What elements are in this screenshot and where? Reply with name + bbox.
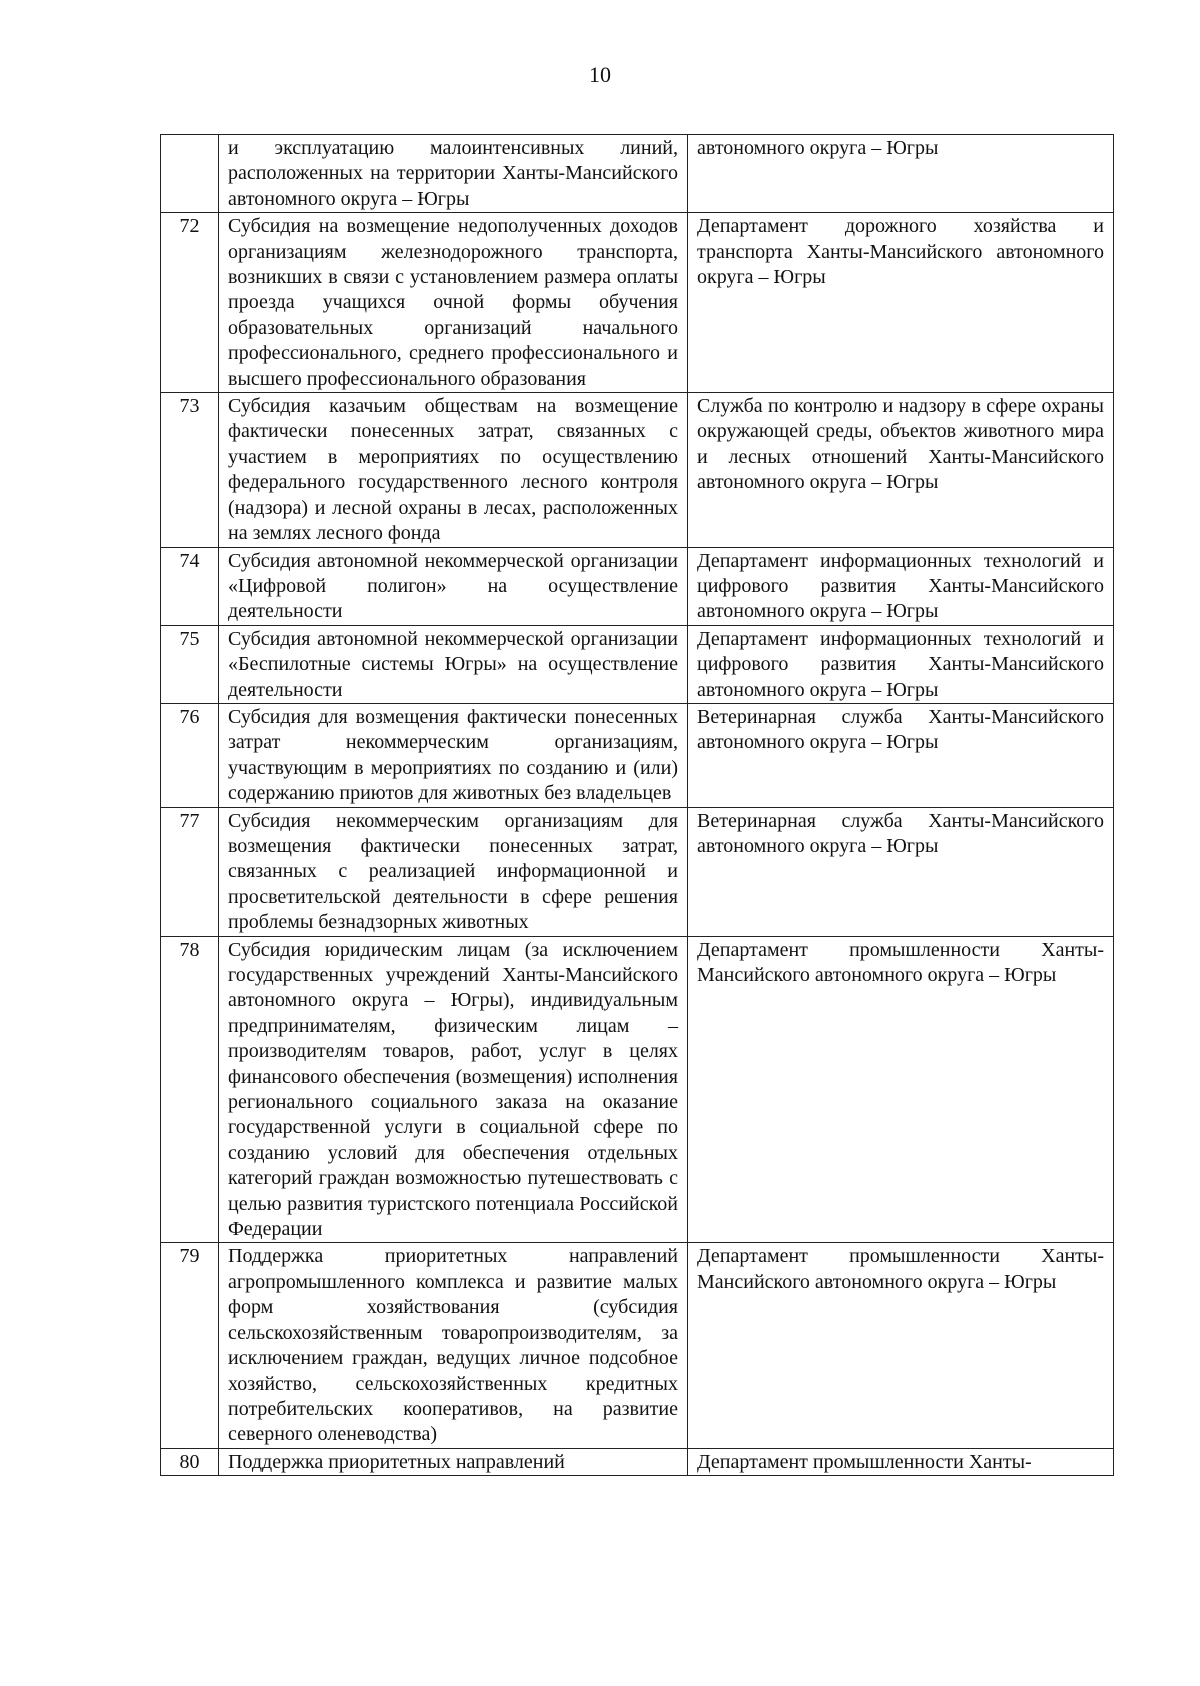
row-number — [161, 135, 219, 213]
subsidy-description: Субсидия некоммерческим организациям для возмещения фактически понесенных затрат, связанных с реализацией информационной и просветительской деятельности в сфере решения проблемы безнадзорных животных — [219, 807, 688, 936]
subsidy-description: Поддержка приоритетных направлений — [219, 1448, 688, 1475]
responsible-organization: Ветеринарная служба Ханты-Мансийского автономного округа – Югры — [688, 703, 1114, 807]
row-number: 75 — [161, 625, 219, 703]
row-number: 73 — [161, 393, 219, 547]
row-number: 76 — [161, 703, 219, 807]
row-number: 79 — [161, 1243, 219, 1448]
responsible-organization: Департамент информационных технологий и цифрового развития Ханты-Мансийского автономного округа – Югры — [688, 547, 1114, 625]
row-number: 80 — [161, 1448, 219, 1475]
row-number: 72 — [161, 213, 219, 393]
table-row — [161, 135, 1114, 213]
responsible-organization: Служба по контролю и надзору в сфере охраны окружающей среды, объектов животного мира и лесных отношений Ханты-Мансийского автономного округа – Югры — [688, 393, 1114, 547]
table-row — [161, 1243, 1114, 1448]
table-row — [161, 393, 1114, 547]
subsidy-description: Субсидия казачьим обществам на возмещение фактически понесенных затрат, связанных с участием в мероприятиях по осуществлению федерального государственного лесного контроля (надзора) и лесной охраны в лесах, расположенных на землях лесного фонда — [219, 393, 688, 547]
subsidy-description: Субсидия юридическим лицам (за исключением государственных учреждений Ханты-Мансийского автономного округа – Югры), индивидуальным предпринимателям, физическим лицам – производителям товаров, работ, услуг в целях финансового обеспечения (возмещения) исполнения регионального социального заказа на оказание государственной услуги в социальной сфере по созданию условий для обеспечения отдельных категорий граждан возможностью путешествовать с целью развития туристского потенциала Российской Федерации — [219, 936, 688, 1243]
responsible-organization: Департамент промышленности Ханты-Мансийского автономного округа – Югры — [688, 1243, 1114, 1448]
responsible-organization: Департамент дорожного хозяйства и транспорта Ханты-Мансийского автономного округа – Югры — [688, 213, 1114, 393]
responsible-organization: Ветеринарная служба Ханты-Мансийского автономного округа – Югры — [688, 807, 1114, 936]
subsidy-description: Субсидия автономной некоммерческой организации «Цифровой полигон» на осуществление деятельности — [219, 547, 688, 625]
responsible-organization: Департамент промышленности Ханты- — [688, 1448, 1114, 1475]
table-row — [161, 1448, 1114, 1475]
table-row — [161, 213, 1114, 393]
subsidy-description: и эксплуатацию малоинтенсивных линий, расположенных на территории Ханты-Мансийского автономного округа – Югры — [219, 135, 688, 213]
table-row — [161, 625, 1114, 703]
responsible-organization: Департамент информационных технологий и цифрового развития Ханты-Мансийского автономного округа – Югры — [688, 625, 1114, 703]
row-number: 74 — [161, 547, 219, 625]
subsidy-description: Субсидия автономной некоммерческой организации «Беспилотные системы Югры» на осуществление деятельности — [219, 625, 688, 703]
responsible-organization: Департамент промышленности Ханты-Мансийского автономного округа – Югры — [688, 936, 1114, 1243]
responsible-organization: автономного округа – Югры — [688, 135, 1114, 213]
row-number: 78 — [161, 936, 219, 1243]
subsidy-table — [160, 134, 1114, 1476]
row-number: 77 — [161, 807, 219, 936]
table-row — [161, 547, 1114, 625]
table-row — [161, 807, 1114, 936]
subsidy-description: Поддержка приоритетных направлений агропромышленного комплекса и развитие малых форм хозяйствования (субсидия сельскохозяйственным товаропроизводителям, за исключением граждан, ведущих личное подсобное хозяйство, сельскохозяйственных кредитных потребительских кооперативов, на развитие северного оленеводства) — [219, 1243, 688, 1448]
page-number: 10 — [589, 62, 611, 87]
subsidy-description: Субсидия для возмещения фактически понесенных затрат некоммерческим организациям, участвующим в мероприятиях по созданию и (или) содержанию приютов для животных без владельцев — [219, 703, 688, 807]
table-row — [161, 936, 1114, 1243]
subsidy-description: Субсидия на возмещение недополученных доходов организациям железнодорожного транспорта, возникших в связи с установлением размера оплаты проезда учащихся очной формы обучения образовательных организаций начального профессионального, среднего профессионального и высшего профессионального образования — [219, 213, 688, 393]
table-row — [161, 703, 1114, 807]
